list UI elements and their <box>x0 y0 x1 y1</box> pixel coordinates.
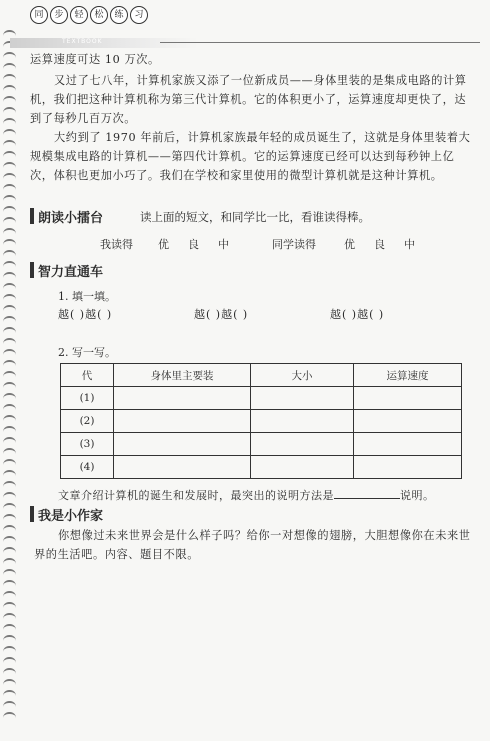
binding-ring <box>3 371 16 377</box>
binding-ring <box>3 437 16 443</box>
method-suffix: 说明。 <box>400 489 435 502</box>
table-row-label: (1) <box>61 387 114 410</box>
binding-ring <box>3 657 16 663</box>
binding-ring <box>3 503 16 509</box>
table-header-cell: 大小 <box>251 364 354 387</box>
question-2-label: 2. 写一写。 <box>58 346 116 359</box>
method-question <box>58 487 435 503</box>
fill-blank-pair[interactable]: 越( )越( ) <box>58 308 113 321</box>
binding-ring <box>3 547 16 553</box>
table-cell[interactable] <box>354 433 462 456</box>
binding-ring <box>3 613 16 619</box>
binding-ring <box>3 140 16 146</box>
binding-ring <box>3 668 16 674</box>
binding-ring <box>3 327 16 333</box>
binding-ring <box>3 250 16 256</box>
binding-ring <box>3 558 16 564</box>
section-marker <box>30 262 34 278</box>
method-prefix: 文章介绍计算机的诞生和发展时，最突出的说明方法是 <box>58 489 334 502</box>
binding-ring <box>3 118 16 124</box>
table-header-cell: 代 <box>61 364 114 387</box>
binding-ring <box>3 349 16 355</box>
binding-ring <box>3 294 16 300</box>
binding-ring <box>3 228 16 234</box>
paragraph-3: 大约到了 1970 年前后，计算机家族最年轻的成员诞生了，这就是身体里装着大规模集成电路的计算机——第四代计算机。它的运算速度已经可以达到每秒钟上亿次，体积也更加小巧了。我们在学校和家里使用的微型计算机就是这种计算机。 <box>30 131 471 182</box>
table-row <box>61 456 462 479</box>
binding-ring <box>3 151 16 157</box>
binding-ring <box>3 624 16 630</box>
table-row <box>61 410 462 433</box>
peer-rating-label: 同学读得 <box>272 238 316 251</box>
peer-grade-option[interactable]: 中 <box>404 238 415 251</box>
binding-ring <box>3 679 16 685</box>
binding-ring <box>3 74 16 80</box>
binding-ring <box>3 107 16 113</box>
binding-ring <box>3 52 16 58</box>
table-cell[interactable] <box>114 456 251 479</box>
peer-grade-option[interactable]: 优 <box>344 238 355 251</box>
binding-ring <box>3 30 16 36</box>
binding-ring <box>3 338 16 344</box>
binding-ring <box>3 602 16 608</box>
writer-section-title: 我是小作家 <box>38 509 104 524</box>
binding-ring <box>3 525 16 531</box>
section-marker <box>30 506 34 522</box>
table-cell[interactable] <box>114 387 251 410</box>
binding-ring <box>3 305 16 311</box>
header-char: 轻 <box>70 6 88 24</box>
table-cell[interactable] <box>251 387 354 410</box>
header-char: 习 <box>130 6 148 24</box>
binding-ring <box>3 459 16 465</box>
computer-generations-table <box>60 363 462 479</box>
paragraph-1: 运算速度可达 10 万次。 <box>30 53 160 66</box>
table-row-label: (2) <box>61 410 114 433</box>
binding-ring <box>3 492 16 498</box>
self-grade-option[interactable]: 优 <box>158 238 169 251</box>
header-title <box>30 6 148 24</box>
reading-instruction: 读上面的短文，和同学比一比，看谁读得棒。 <box>140 210 370 224</box>
binding-ring <box>3 96 16 102</box>
binding-ring <box>3 239 16 245</box>
header-char: 松 <box>90 6 108 24</box>
binding-ring <box>3 481 16 487</box>
binding-ring <box>3 415 16 421</box>
fill-blank-pair[interactable]: 越( )越( ) <box>194 308 249 321</box>
binding-ring <box>3 514 16 520</box>
table-cell[interactable] <box>354 387 462 410</box>
table-cell[interactable] <box>114 433 251 456</box>
binding-ring <box>3 206 16 212</box>
table-cell[interactable] <box>251 456 354 479</box>
binding-ring <box>3 646 16 652</box>
binding-ring <box>3 701 16 707</box>
spiral-binding <box>3 30 17 730</box>
binding-ring <box>3 404 16 410</box>
table-row-label: (3) <box>61 433 114 456</box>
binding-ring <box>3 569 16 575</box>
self-grade-option[interactable]: 中 <box>218 238 229 251</box>
header-char: 同 <box>30 6 48 24</box>
self-rating-label: 我读得 <box>100 238 133 251</box>
binding-ring <box>3 184 16 190</box>
table-header-row <box>61 364 462 387</box>
binding-ring <box>3 448 16 454</box>
self-grade-option[interactable]: 良 <box>188 238 199 251</box>
binding-ring <box>3 272 16 278</box>
wisdom-section-title: 智力直通车 <box>38 265 104 280</box>
question-1-label: 1. 填一填。 <box>58 290 116 303</box>
binding-ring <box>3 217 16 223</box>
method-answer-blank[interactable] <box>334 487 400 499</box>
paragraph-2: 又过了七八年，计算机家族又添了一位新成员——身体里装的是集成电路的计算机，我们把这种计算机称为第三代计算机。它的体积更小了，运算速度却更快了，达到了每秒几百万次。 <box>30 74 467 125</box>
binding-ring <box>3 426 16 432</box>
binding-ring <box>3 470 16 476</box>
binding-ring <box>3 162 16 168</box>
table-header-cell: 身体里主要装 <box>114 364 251 387</box>
binding-ring <box>3 360 16 366</box>
table-cell[interactable] <box>114 410 251 433</box>
binding-ring <box>3 382 16 388</box>
binding-ring <box>3 712 16 718</box>
header-tiny-text: TEXTBOOK <box>62 38 103 45</box>
header-rule <box>160 42 480 43</box>
binding-ring <box>3 591 16 597</box>
binding-ring <box>3 536 16 542</box>
section-marker <box>30 208 34 224</box>
table-row <box>61 387 462 410</box>
fill-blank-pair[interactable]: 越( )越( ) <box>330 308 385 321</box>
binding-ring <box>3 283 16 289</box>
writer-prompt: 你想像过未来世界会是什么样子吗？给你一对想像的翅膀，大胆想像你在未来世界的生活吧。内容、题目不限。 <box>34 529 471 561</box>
binding-ring <box>3 393 16 399</box>
binding-ring <box>3 195 16 201</box>
peer-grade-option[interactable]: 良 <box>374 238 385 251</box>
binding-ring <box>3 580 16 586</box>
table-row <box>61 433 462 456</box>
table-cell[interactable] <box>354 410 462 433</box>
header-char: 练 <box>110 6 128 24</box>
binding-ring <box>3 635 16 641</box>
binding-ring <box>3 690 16 696</box>
table-cell[interactable] <box>251 410 354 433</box>
table-cell[interactable] <box>251 433 354 456</box>
binding-ring <box>3 85 16 91</box>
binding-ring <box>3 129 16 135</box>
binding-ring <box>3 63 16 69</box>
reading-section-title: 朗读小擂台 <box>38 211 104 226</box>
binding-ring <box>3 173 16 179</box>
binding-ring <box>3 316 16 322</box>
table-header-cell: 运算速度 <box>354 364 462 387</box>
header-char: 步 <box>50 6 68 24</box>
binding-ring <box>3 261 16 267</box>
fill-blank-row <box>58 306 466 322</box>
table-row-label: (4) <box>61 456 114 479</box>
table-cell[interactable] <box>354 456 462 479</box>
